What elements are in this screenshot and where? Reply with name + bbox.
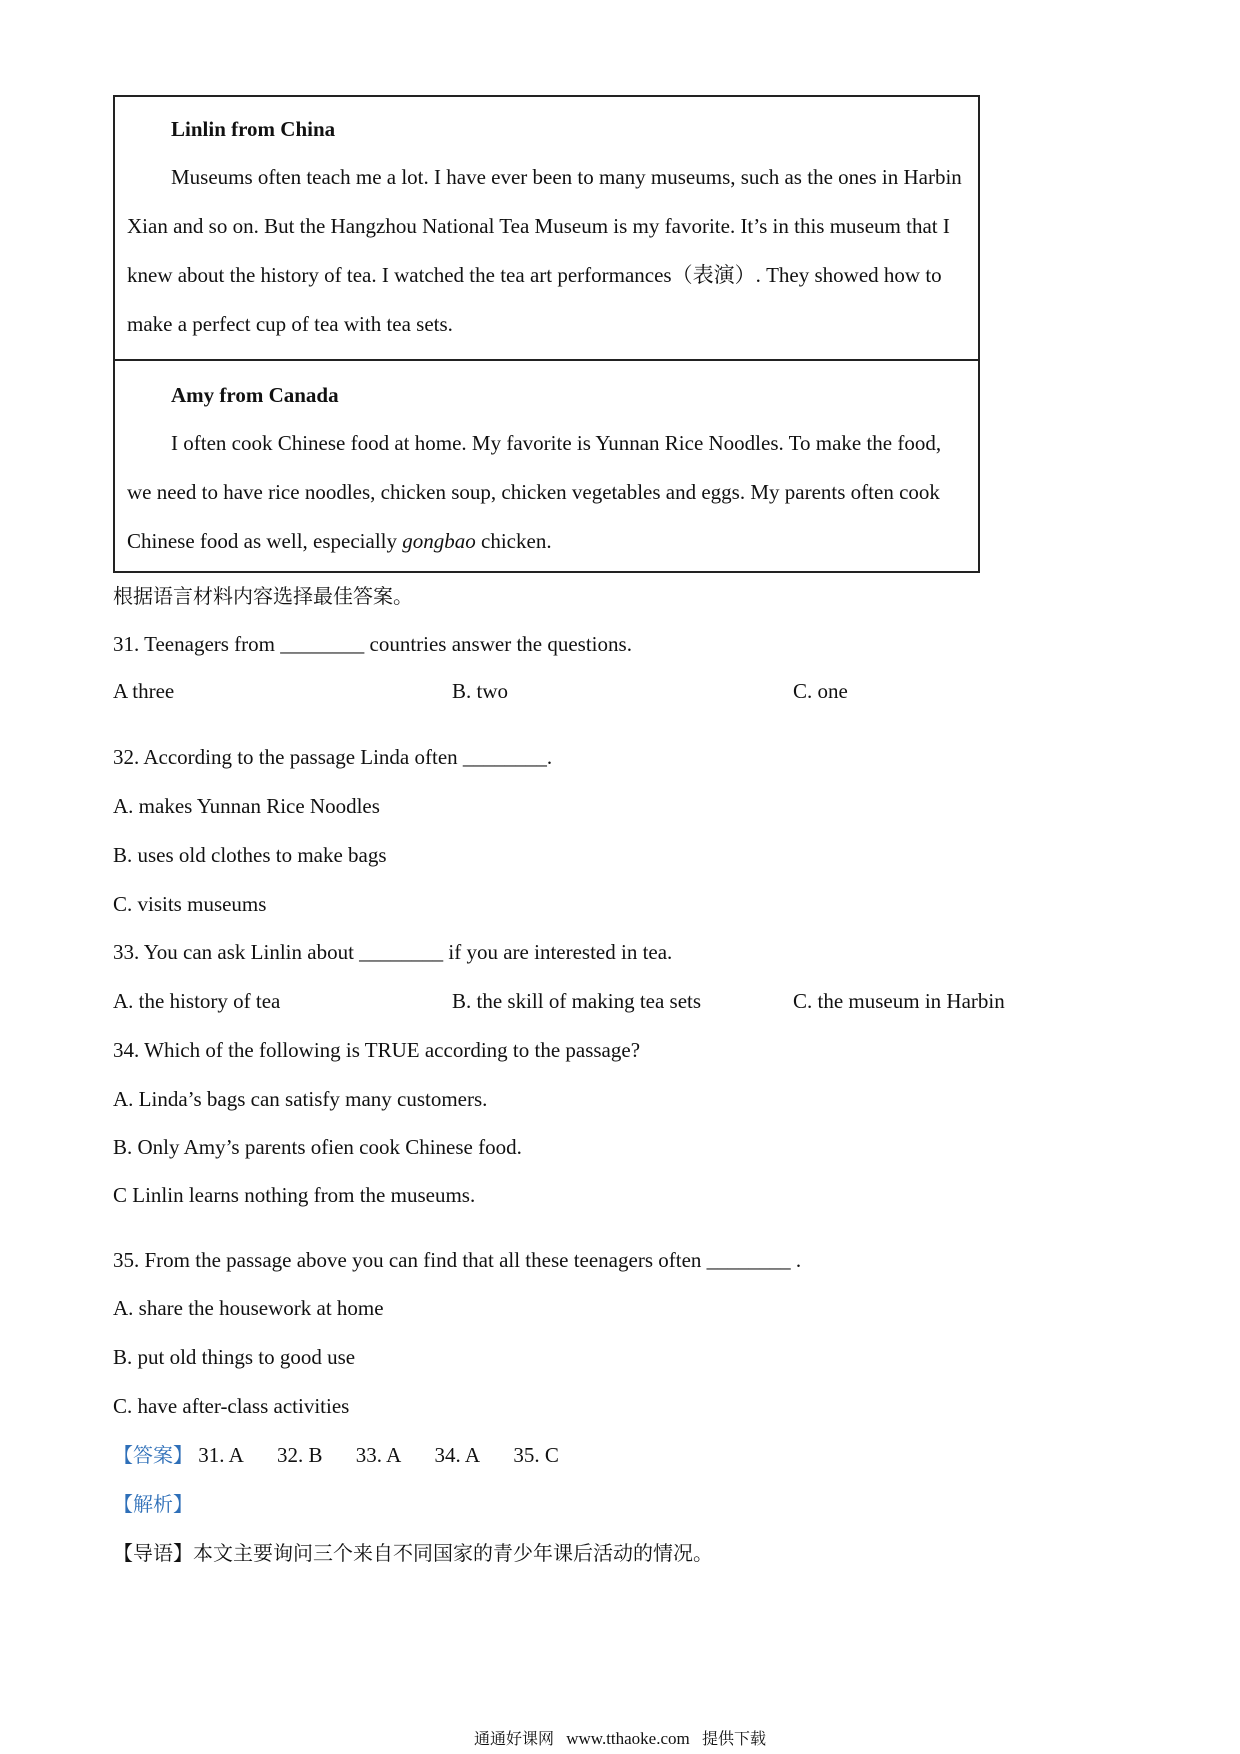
question-33-option-b: B. the skill of making tea sets xyxy=(452,989,702,1013)
question-32-stem: 32. According to the passage Linda often ________. xyxy=(113,745,553,769)
analysis-label: 【解析】 xyxy=(113,1492,193,1516)
answer-item: 31. A xyxy=(198,1443,244,1467)
passage-table xyxy=(113,95,980,573)
instruction: 根据语言材料内容选择最佳答案。 xyxy=(113,584,413,608)
question-35-option-c: C. have after-class activities xyxy=(113,1394,350,1418)
question-31-option-a: A three xyxy=(113,679,175,703)
footer-site-name: 通通好课网 xyxy=(473,1729,554,1748)
passage-text-italic: gongbao xyxy=(402,529,476,553)
passage-linlin xyxy=(115,97,978,359)
answer-item: 33. A xyxy=(355,1443,402,1467)
question-35-option-a: A. share the housework at home xyxy=(113,1296,384,1320)
answer-line xyxy=(113,1441,587,1469)
passage-text: Museums often teach me a lot. I have ever been to many museums, such as the ones in Harbin Xian and so on. But the Hangzhou National Tea Museum is my favorite. It’s in this museum that I knew about the history of tea. I watched the tea art performances（表演）. They showed how to make a perfect cup of tea with tea sets. xyxy=(127,165,962,336)
question-31-stem: 31. Teenagers from ________ countries answer the questions. xyxy=(113,632,632,656)
intro-line xyxy=(113,1539,713,1567)
passage-text-part: I often cook Chinese food at home. My favorite is Yunnan Rice Noodles. To make the food, we need to have rice noodles, chicken soup, chicken vegetables and eggs. My parents often cook Chinese food as well, especially xyxy=(127,431,942,553)
question-33-option-c: C. the museum in Harbin xyxy=(793,989,1005,1013)
question-34-option-b: B. Only Amy’s parents ofien cook Chinese food. xyxy=(113,1135,522,1159)
question-32-option-c: C. visits museums xyxy=(113,892,267,916)
answer-label: 【答案】 xyxy=(113,1443,193,1467)
question-31-option-c: C. one xyxy=(793,679,848,703)
answer-item: 34. A xyxy=(434,1443,481,1467)
question-34-option-a: A. Linda’s bags can satisfy many customers. xyxy=(113,1087,488,1111)
passage-title: Amy from Canada xyxy=(171,383,339,407)
answer-item: 32. B xyxy=(277,1443,323,1467)
page-footer xyxy=(0,1728,1240,1750)
question-33-stem: 33. You can ask Linlin about ________ if you are interested in tea. xyxy=(113,940,673,964)
passage-title: Linlin from China xyxy=(171,117,336,141)
question-34-stem: 34. Which of the following is TRUE according to the passage? xyxy=(113,1038,641,1062)
question-32-option-b: B. uses old clothes to make bags xyxy=(113,843,387,867)
question-32-option-a: A. makes Yunnan Rice Noodles xyxy=(113,794,380,818)
intro-label: 【导语】 xyxy=(113,1541,193,1565)
question-34-option-c: C Linlin learns nothing from the museums. xyxy=(113,1183,476,1207)
question-31-option-b: B. two xyxy=(452,679,509,703)
footer-suffix: 提供下载 xyxy=(702,1729,767,1748)
footer-url[interactable]: www.tthaoke.com xyxy=(566,1729,690,1748)
passage-amy xyxy=(115,359,978,571)
question-35-stem: 35. From the passage above you can find that all these teenagers often ________ . xyxy=(113,1248,802,1272)
answer-item: 35. C xyxy=(513,1443,559,1467)
intro-text: 本文主要询问三个来自不同国家的青少年课后活动的情况。 xyxy=(193,1541,713,1565)
passage-text-part: chicken. xyxy=(475,529,552,553)
passage-text xyxy=(127,419,966,566)
question-35-option-b: B. put old things to good use xyxy=(113,1345,356,1369)
question-33-option-a: A. the history of tea xyxy=(113,989,281,1013)
